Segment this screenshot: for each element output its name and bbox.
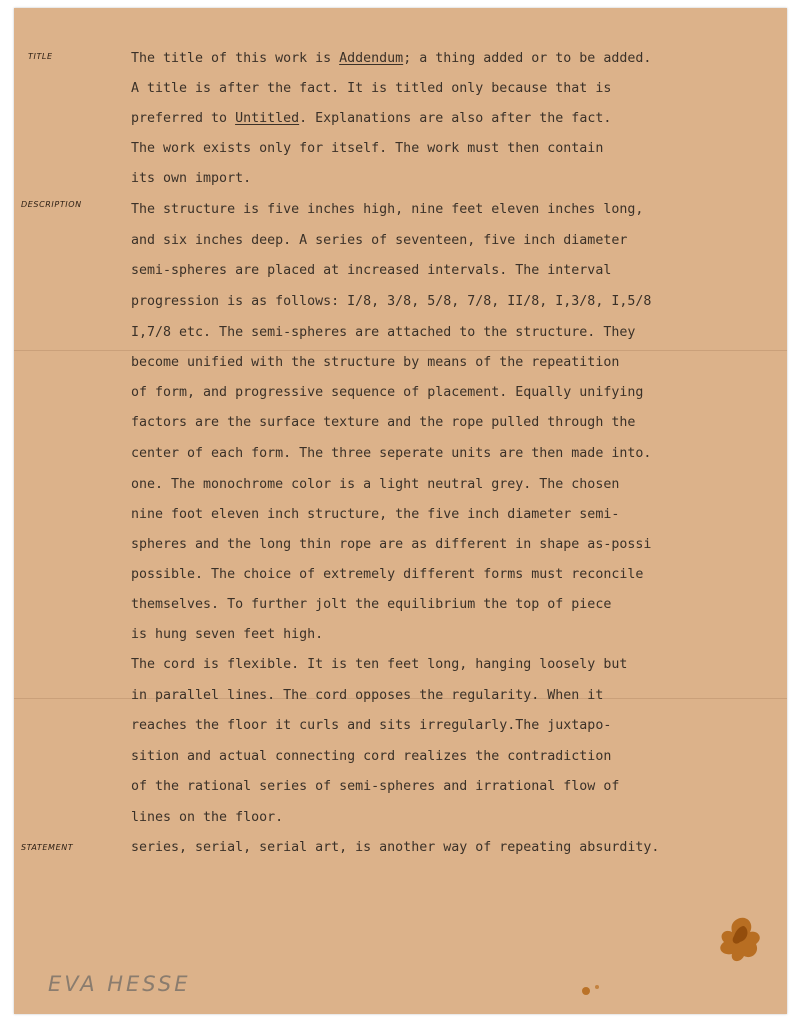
description-line: in parallel lines. The cord opposes the regularity. When it bbox=[131, 688, 604, 703]
margin-label-title: TITLE bbox=[28, 52, 53, 61]
description-line: of the rational series of semi-spheres and irrational flow of bbox=[131, 779, 620, 794]
title-line: A title is after the fact. It is titled only because that is bbox=[131, 81, 612, 96]
title-line: The work exists only for itself. The work must then contain bbox=[131, 141, 604, 156]
description-line: The cord is flexible. It is ten feet long, hanging loosely but bbox=[131, 657, 628, 672]
description-line: progression is as follows: I/8, 3/8, 5/8, 7/8, II/8, I,3/8, I,5/8 bbox=[131, 294, 652, 309]
description-line: spheres and the long thin rope are as different in shape as-possi bbox=[131, 537, 652, 552]
title-line bbox=[131, 52, 651, 65]
description-line: factors are the surface texture and the rope pulled through the bbox=[131, 415, 636, 430]
rust-stain bbox=[710, 912, 770, 968]
title-work-name: Addendum bbox=[339, 51, 404, 66]
description-line: of form, and progressive sequence of placement. Equally unifying bbox=[131, 385, 644, 400]
paper-fold-crease bbox=[14, 350, 787, 351]
description-line: and six inches deep. A series of seventeen, five inch diameter bbox=[131, 233, 628, 248]
margin-label-description: DESCRIPTION bbox=[21, 200, 82, 209]
description-line: lines on the floor. bbox=[131, 810, 284, 825]
title-line bbox=[131, 112, 611, 125]
description-line: sition and actual connecting cord realizes the contradiction bbox=[131, 749, 612, 764]
description-line: The structure is five inches high, nine feet eleven inches long, bbox=[131, 202, 644, 217]
description-line: become unified with the structure by means of the repeatition bbox=[131, 355, 620, 370]
description-line: I,7/8 etc. The semi-spheres are attached to the structure. They bbox=[131, 325, 636, 340]
statement-line: series, serial, serial art, is another way of repeating absurdity. bbox=[131, 840, 660, 855]
title-text: The title of this work is bbox=[131, 51, 340, 66]
title-text: . Explanations are also after the fact. bbox=[299, 111, 612, 126]
title-line: its own import. bbox=[131, 171, 252, 186]
description-line: nine foot eleven inch structure, the five inch diameter semi- bbox=[131, 507, 620, 522]
description-line: is hung seven feet high. bbox=[131, 627, 324, 642]
description-line: possible. The choice of extremely different forms must reconcile bbox=[131, 567, 644, 582]
artist-signature: EVA HESSE bbox=[48, 972, 191, 996]
margin-label-statement: STATEMENT bbox=[21, 843, 74, 852]
description-line: reaches the floor it curls and sits irregularly.The juxtapo- bbox=[131, 718, 612, 733]
description-line: semi-spheres are placed at increased intervals. The interval bbox=[131, 263, 612, 278]
description-line: center of each form. The three seperate units are then made into. bbox=[131, 446, 652, 461]
untitled-word: Untitled bbox=[235, 111, 300, 126]
small-stain bbox=[578, 982, 604, 998]
description-line: one. The monochrome color is a light neutral grey. The chosen bbox=[131, 477, 620, 492]
description-line: themselves. To further jolt the equilibrium the top of piece bbox=[131, 597, 612, 612]
title-text: ; a thing added or to be added. bbox=[403, 51, 652, 66]
title-text: preferred to bbox=[131, 111, 236, 126]
